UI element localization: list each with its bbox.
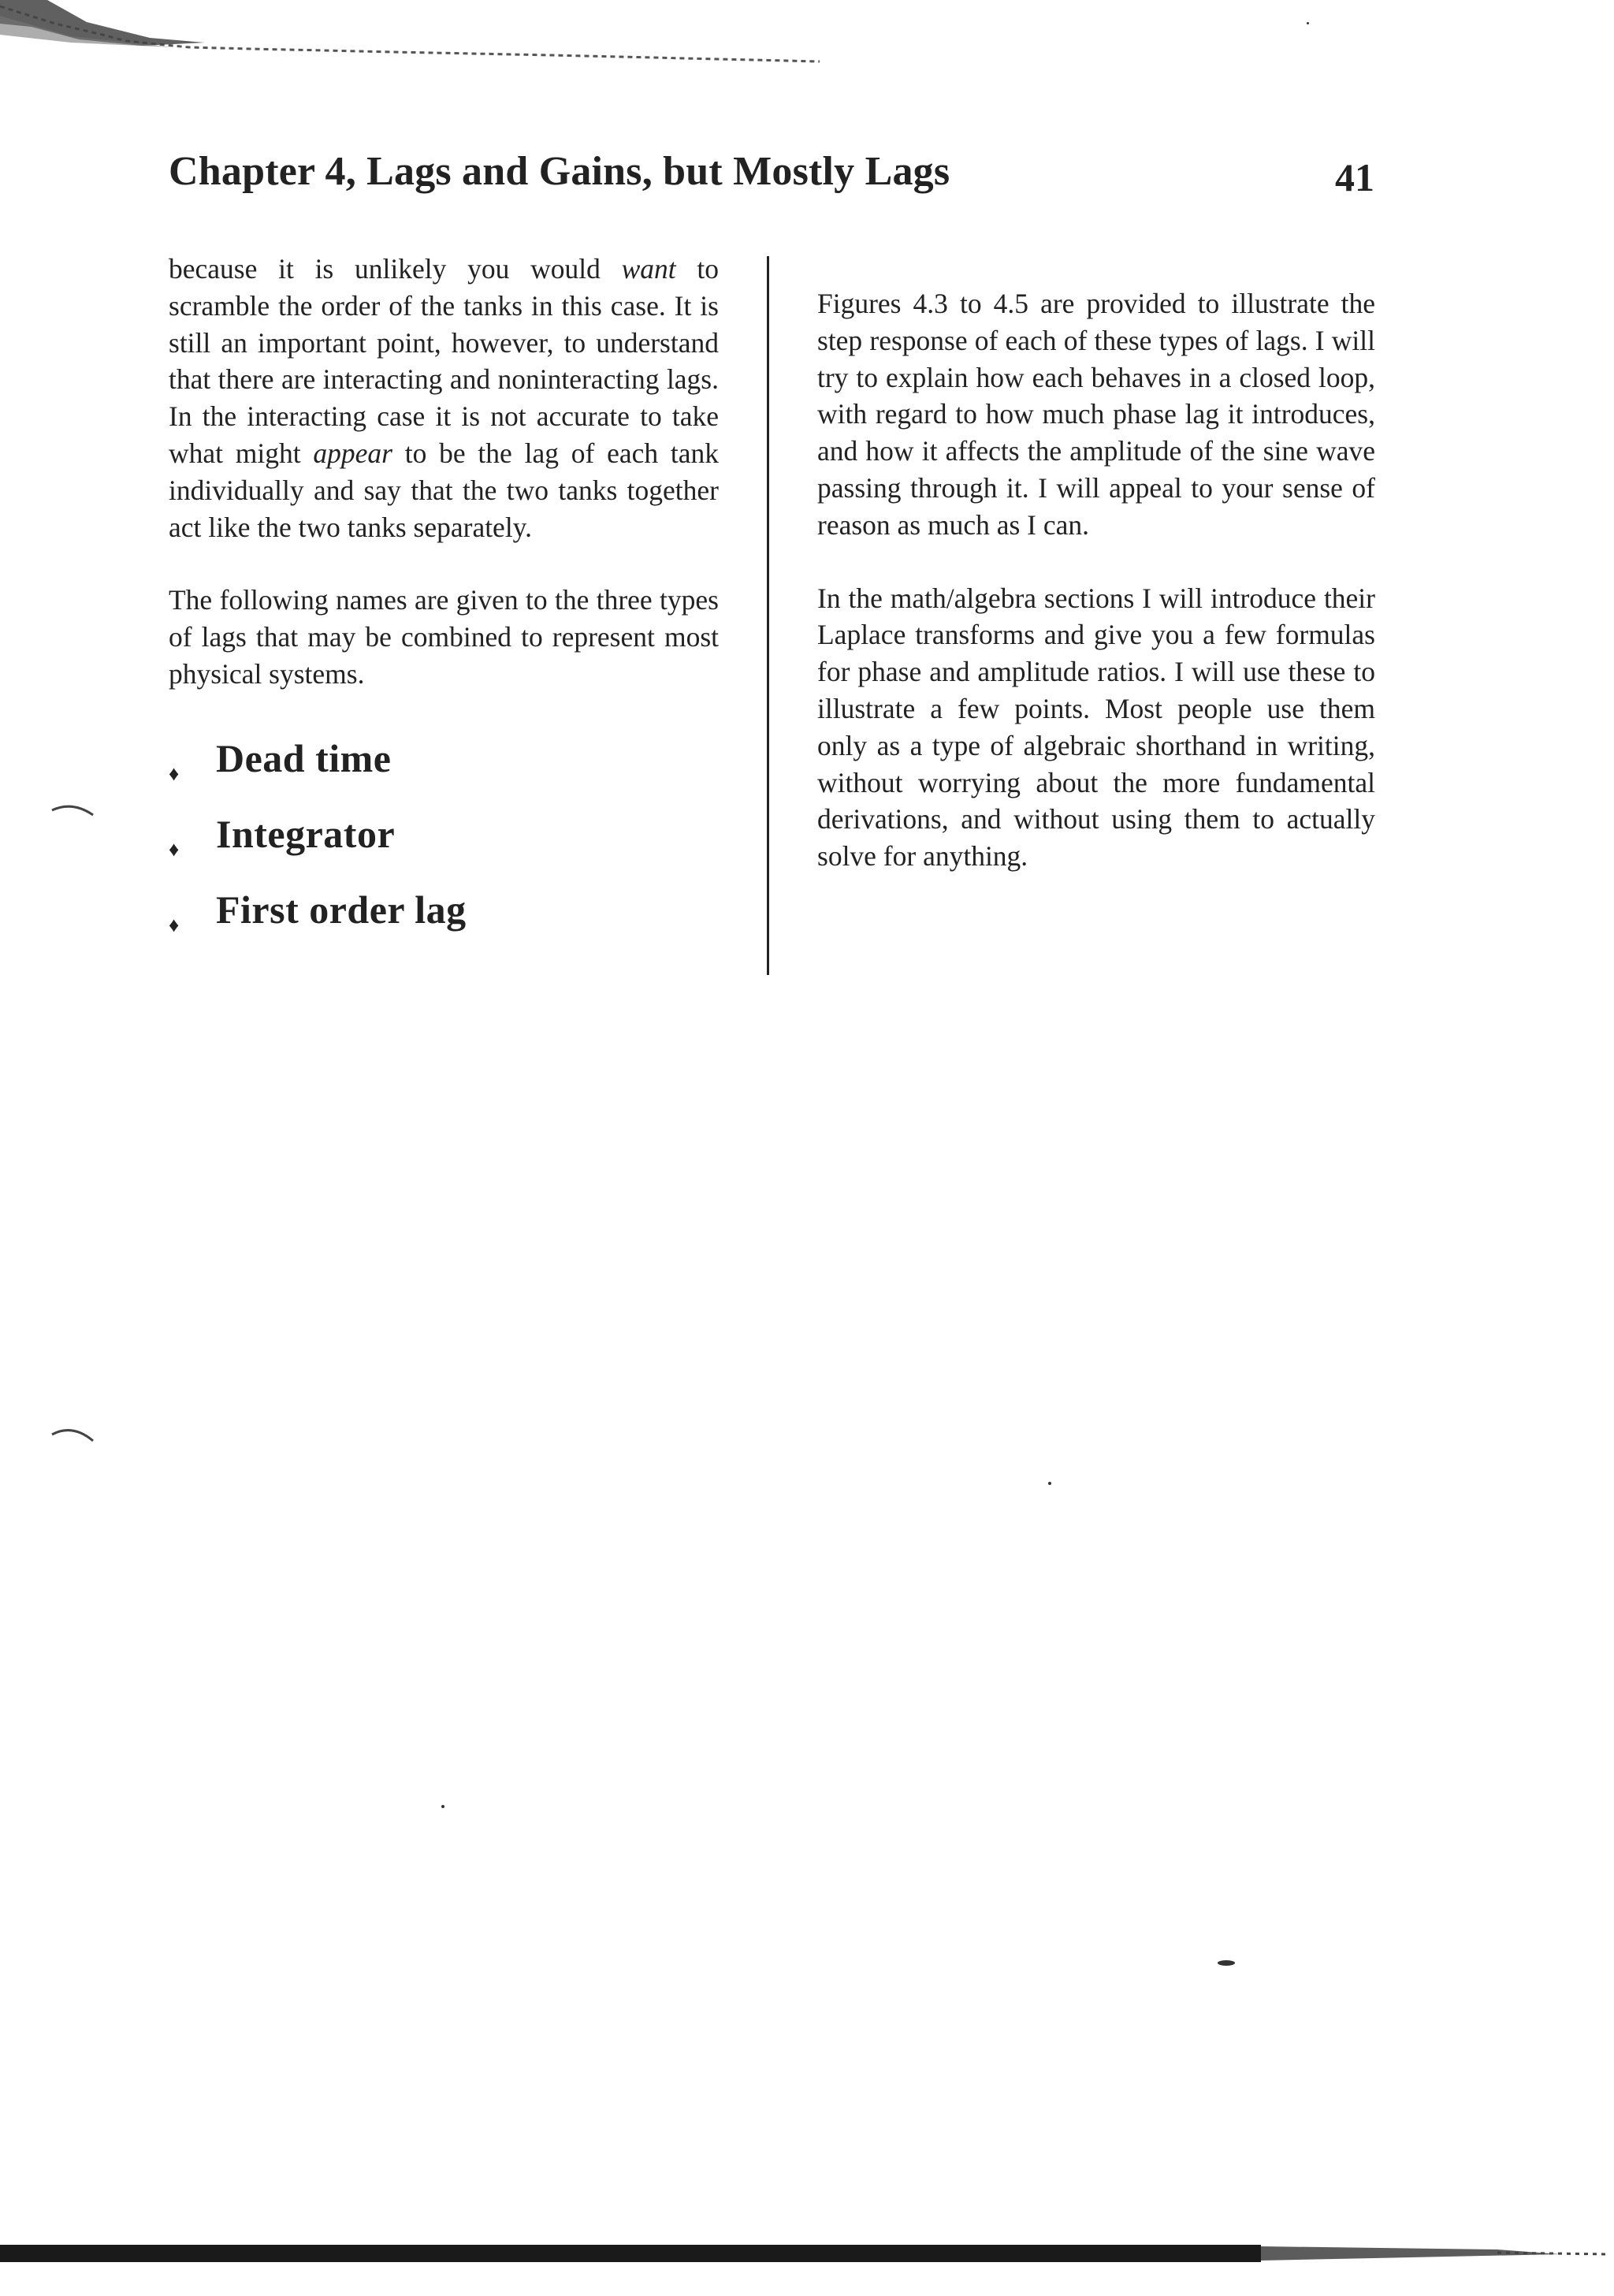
column-divider [767,256,769,975]
binder-hole-mark [49,796,96,828]
lag-types-list [169,729,719,956]
diamond-bullet-icon: ♦ [169,913,180,936]
binder-hole-mark [49,1419,96,1450]
list-item-label: Integrator [216,811,396,856]
body-paragraph [169,251,719,545]
list-item [169,729,719,805]
page-header [169,148,1374,211]
scan-speck [441,1805,444,1808]
scan-speck [1218,1960,1235,1966]
body-paragraph: Figures 4.3 to 4.5 are provided to illustrate the step response of each of these types of lags. I will try to explain how each behaves in a closed loop, with regard to how much phase lag it introduces, and how it affects the amplitude of the sine wave passing through it. I will appeal to your sense of reason as much as I can. [817,288,1375,541]
paragraph-text: to scramble the order of the tanks in this case. It is still an important point, however, to understand that there are interacting and noninteracting lags. In the interacting case it is not accurate to take what might [169,253,719,469]
paragraph-text: to be the lag of each tank individually and say that the two tanks together act like the two tanks separately. [169,437,719,543]
scan-speck [1048,1482,1051,1485]
emphasized-word: appear [313,437,392,469]
body-paragraph: In the math/algebra sections I will introduce their Laplace transforms and give you a few formulas for phase and amplitude ratios. I will use these to illustrate a few points. Most people use them only as a type of algebraic shorthand in writing, without worrying about the more fundamental derivations, and without using them to actually solve for anything. [817,582,1375,873]
chapter-title: Chapter 4, Lags and Gains, but Mostly Lags [169,149,950,194]
page-number: 41 [1335,155,1374,199]
scan-speck [1307,22,1309,24]
right-column [817,285,1375,911]
body-paragraph: The following names are given to the three types of lags that may be combined to represent most physical systems. [169,584,719,690]
list-item-label: First order lag [216,887,467,932]
left-column [169,251,719,956]
diamond-bullet-icon: ♦ [169,761,180,785]
list-item [169,805,719,880]
scan-edge-artifact-bottom [0,2237,1614,2268]
list-item-label: Dead time [216,735,392,780]
diamond-bullet-icon: ♦ [169,837,180,861]
paragraph-text: because it is unlikely you would [169,253,622,285]
scan-edge-artifact-top [0,0,827,71]
emphasized-word: want [621,253,676,285]
list-item [169,880,719,956]
